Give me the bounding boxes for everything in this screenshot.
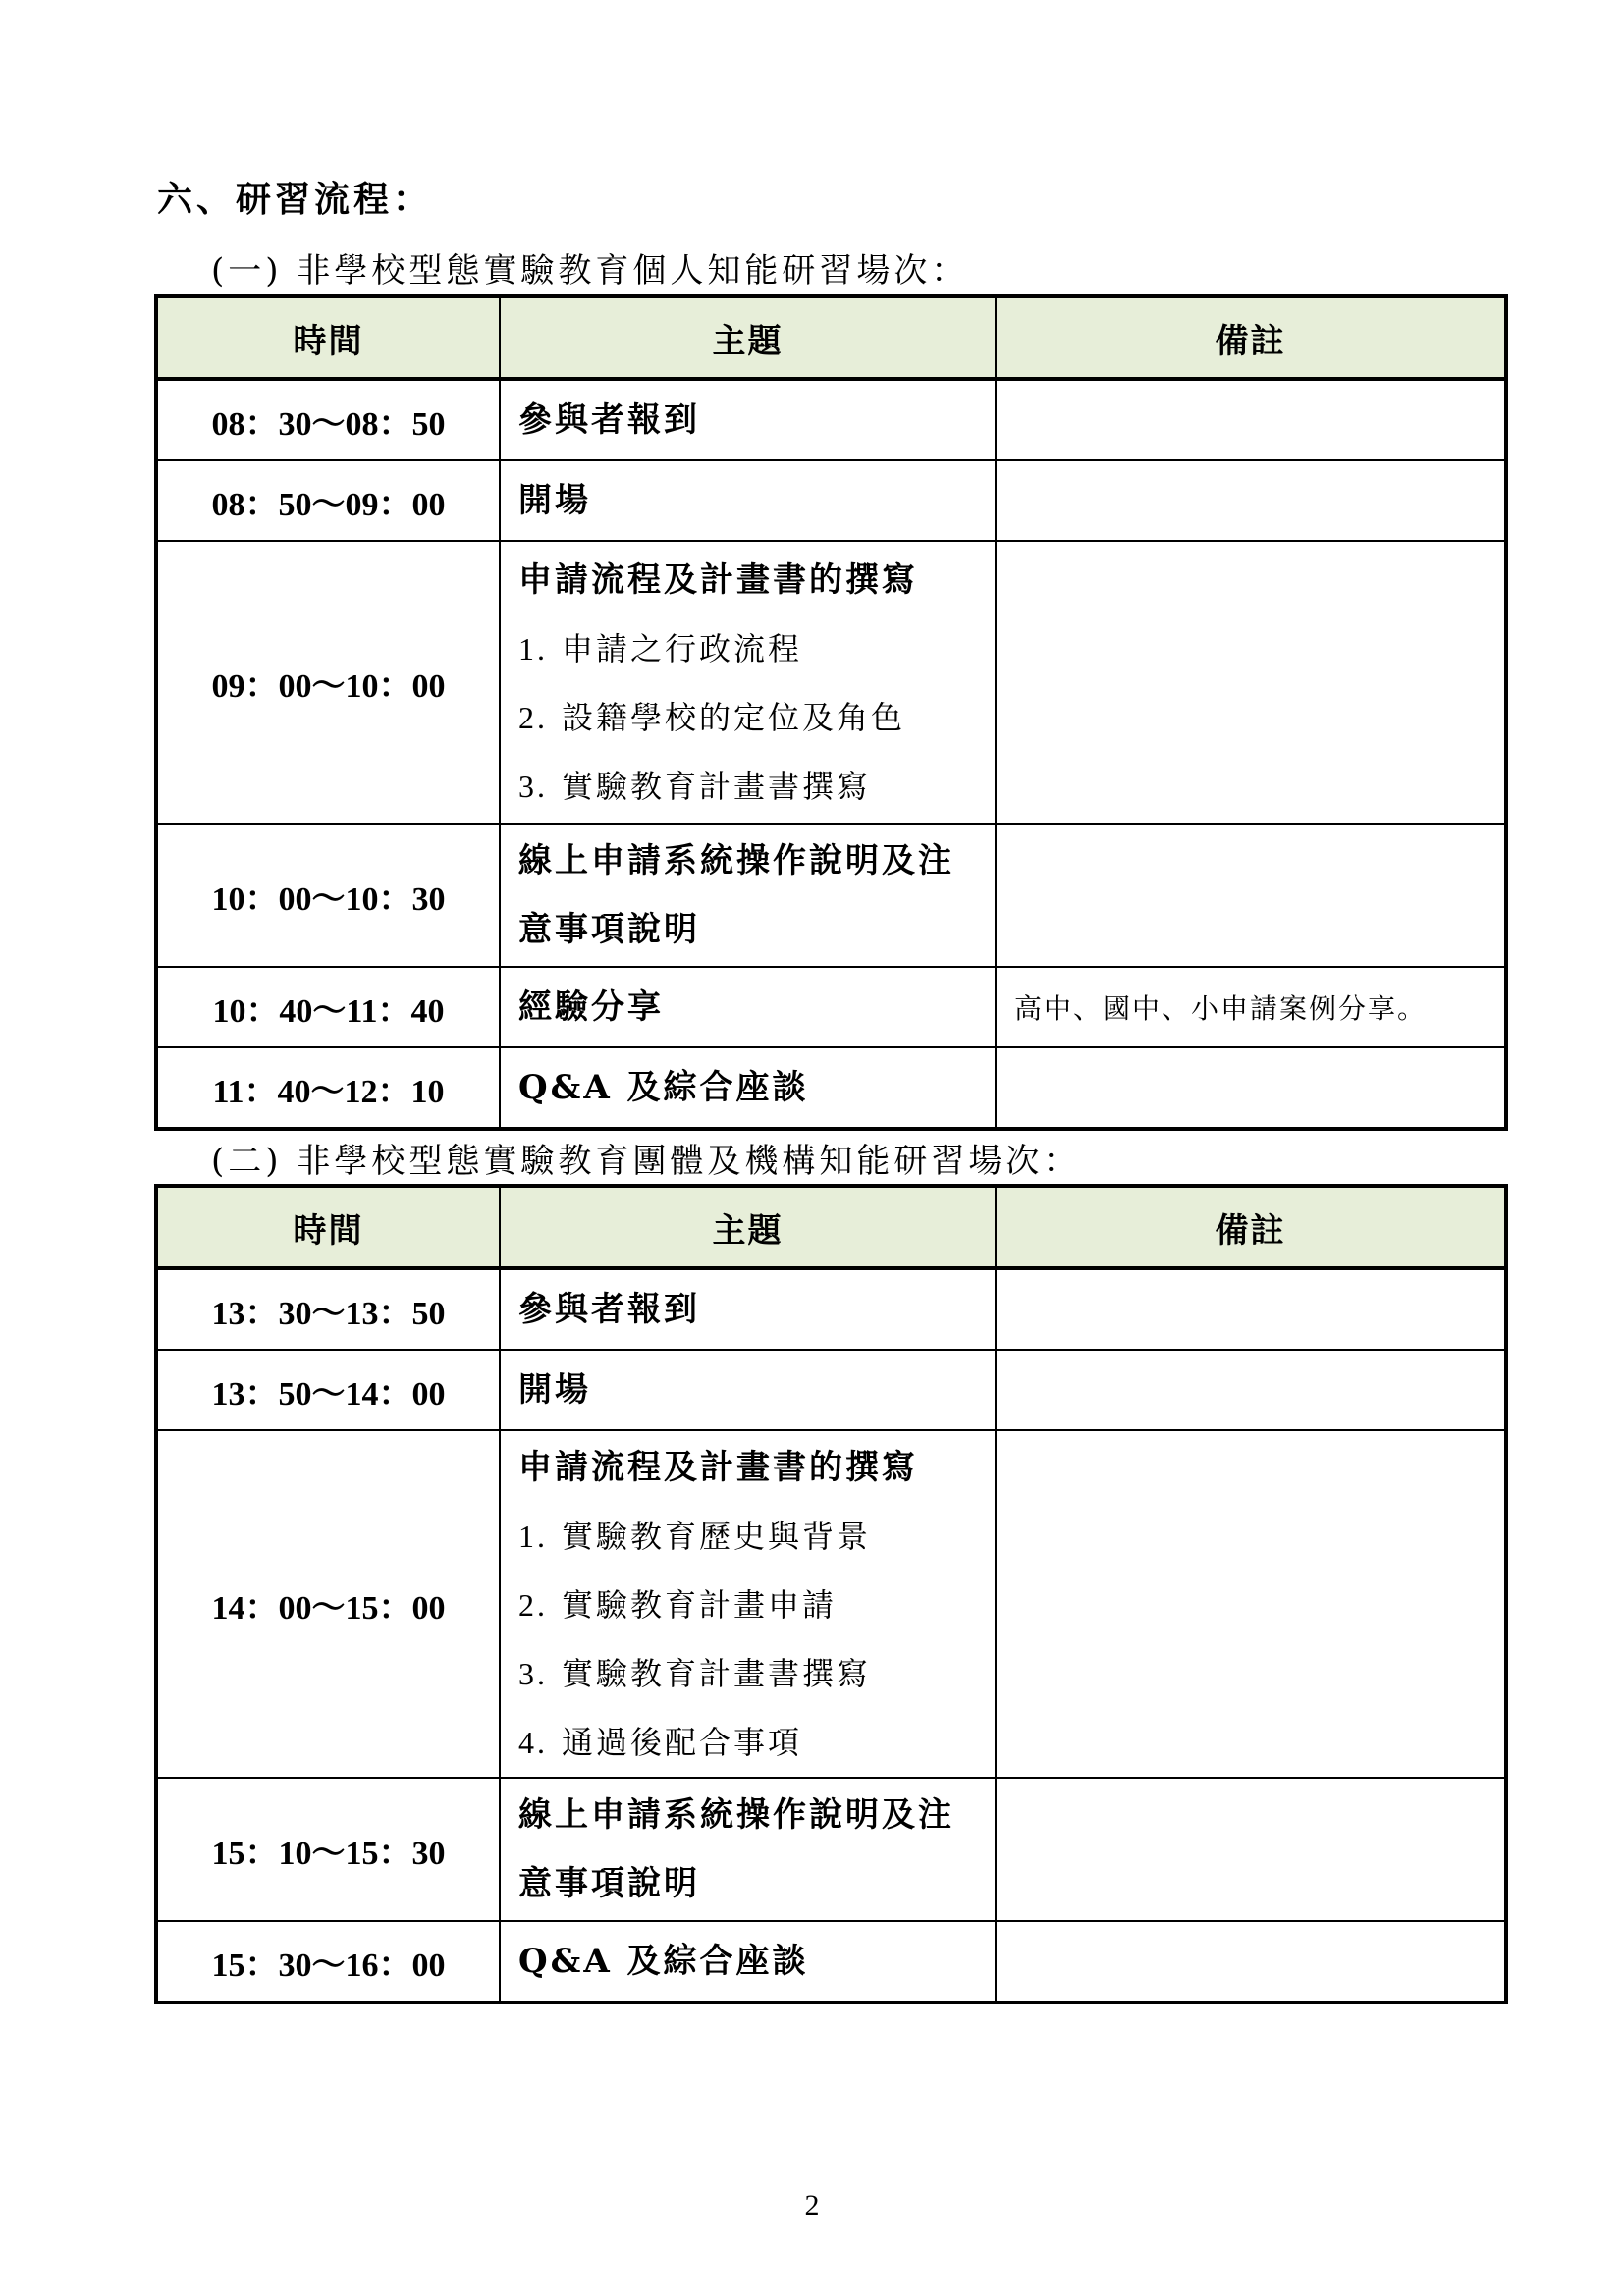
row-note [996,1047,1506,1129]
list-item [518,614,995,683]
table-row [156,379,1506,460]
topic-title: 經驗分享 [518,988,664,1027]
item-text: 申請之行政流程 [562,630,803,667]
row-time: 13：30～13：50 [156,1268,500,1350]
row-time: 15：10～15：30 [156,1778,500,1921]
header-note: 備註 [996,296,1506,379]
table-row [156,460,1506,541]
table-row [156,967,1506,1047]
list-item [518,1639,995,1708]
header-topic: 主題 [500,1186,996,1268]
row-time: 15：30～16：00 [156,1921,500,2002]
table-row [156,1778,1506,1921]
item-text: 通過後配合事項 [562,1724,803,1761]
row-topic [500,1778,996,1921]
row-time: 08：50～09：00 [156,460,500,541]
topic-title-line2: 意事項說明 [518,1864,700,1903]
header-note: 備註 [996,1186,1506,1268]
table-row [156,1921,1506,2002]
topic-title-line2: 意事項說明 [518,910,700,949]
row-time: 13：50～14：00 [156,1350,500,1430]
header-time: 時間 [156,296,500,379]
topic-title: Q&A 及綜合座談 [518,1068,809,1107]
list-item [518,1502,995,1571]
row-note [996,1350,1506,1430]
table-row [156,541,1506,824]
topic-title: Q&A 及綜合座談 [518,1942,809,1981]
table-row [156,1268,1506,1350]
row-note [996,541,1506,824]
list-item [518,752,995,821]
topic-title-line1: 線上申請系統操作說明及注 [518,1795,954,1835]
row-time: 10：00～10：30 [156,824,500,967]
table-row [156,1350,1506,1430]
topic-title: 開場 [518,1370,591,1410]
table-row [156,1430,1506,1778]
row-time: 09：00～10：00 [156,541,500,824]
item-text: 設籍學校的定位及角色 [562,699,906,736]
row-topic [500,460,996,541]
row-note [996,379,1506,460]
item-number: 4. [518,1725,548,1760]
topic-title: 參與者報到 [518,400,700,440]
row-topic [500,1047,996,1129]
topic-title: 申請流程及計畫書的撰寫 [518,1448,918,1487]
item-number: 3. [518,1656,548,1691]
header-time: 時間 [156,1186,500,1268]
section-title: 六、研習流程： [157,179,433,220]
item-number: 2. [518,700,548,735]
list-item [518,1708,995,1777]
row-note [996,824,1506,967]
row-note [996,460,1506,541]
row-topic [500,1350,996,1430]
page-number: 2 [804,2189,820,2221]
topic-title: 申請流程及計畫書的撰寫 [518,561,918,600]
item-number: 2. [518,1587,548,1623]
row-time: 11：40～12：10 [156,1047,500,1129]
item-text: 實驗教育歷史與背景 [562,1518,872,1555]
table-header-row [156,1186,1506,1268]
topic-title: 開場 [518,481,591,520]
list-item [518,683,995,752]
session2-title: (二) 非學校型態實驗教育團體及機構知能研習場次： [211,1142,1081,1181]
row-topic [500,824,996,967]
row-note [996,1921,1506,2002]
row-note [996,1430,1506,1778]
row-topic [500,541,996,824]
row-topic [500,1268,996,1350]
row-note: 高中、國中、小申請案例分享。 [996,967,1506,1047]
item-number: 1. [518,1519,548,1554]
row-topic [500,967,996,1047]
row-note [996,1778,1506,1921]
row-time: 14：00～15：00 [156,1430,500,1778]
session1-schedule-table [154,294,1508,1131]
topic-title: 參與者報到 [518,1290,700,1329]
row-topic [500,1921,996,2002]
item-text: 實驗教育計畫申請 [562,1586,838,1624]
row-note [996,1268,1506,1350]
table-row [156,824,1506,967]
row-topic [500,1430,996,1778]
row-time: 08：30～08：50 [156,379,500,460]
item-text: 實驗教育計畫書撰寫 [562,1655,872,1692]
session2-schedule-table [154,1184,1508,2004]
topic-title-line1: 線上申請系統操作說明及注 [518,841,954,881]
header-topic: 主題 [500,296,996,379]
row-topic [500,379,996,460]
item-text: 實驗教育計畫書撰寫 [562,768,872,805]
item-number: 3. [518,769,548,804]
list-item [518,1571,995,1639]
session1-title: (一) 非學校型態實驗教育個人知能研習場次： [211,251,969,291]
row-time: 10：40～11：40 [156,967,500,1047]
table-header-row [156,296,1506,379]
table-row [156,1047,1506,1129]
item-number: 1. [518,631,548,667]
